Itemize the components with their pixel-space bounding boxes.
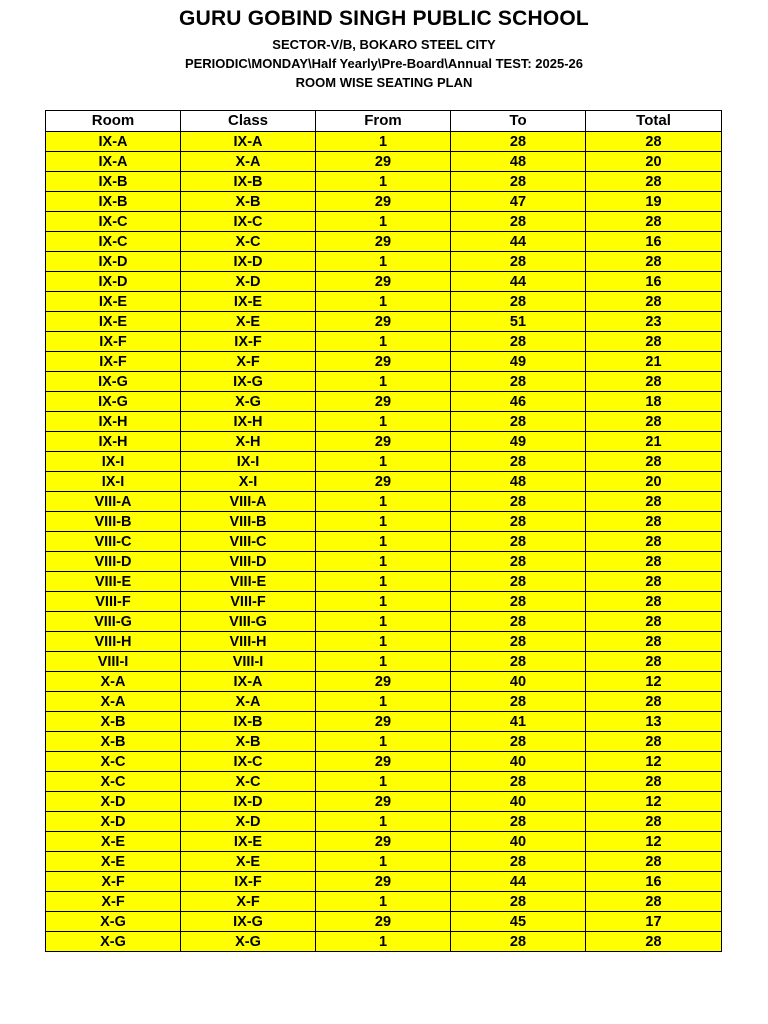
room-cell: X-D bbox=[46, 792, 181, 812]
to-cell: 28 bbox=[451, 252, 586, 272]
table-row bbox=[46, 572, 722, 592]
to-cell: 41 bbox=[451, 712, 586, 732]
from-cell: 1 bbox=[316, 132, 451, 152]
class-cell: IX-G bbox=[181, 912, 316, 932]
class-cell: VIII-C bbox=[181, 532, 316, 552]
class-cell: X-G bbox=[181, 932, 316, 952]
class-cell: IX-C bbox=[181, 752, 316, 772]
table-row bbox=[46, 692, 722, 712]
table-row bbox=[46, 392, 722, 412]
to-cell: 28 bbox=[451, 932, 586, 952]
class-cell: X-C bbox=[181, 232, 316, 252]
table-row bbox=[46, 512, 722, 532]
total-cell: 17 bbox=[586, 912, 722, 932]
class-cell: X-G bbox=[181, 392, 316, 412]
to-cell: 44 bbox=[451, 272, 586, 292]
total-cell: 28 bbox=[586, 632, 722, 652]
to-cell: 28 bbox=[451, 812, 586, 832]
room-cell: IX-F bbox=[46, 332, 181, 352]
from-cell: 1 bbox=[316, 412, 451, 432]
room-cell: IX-C bbox=[46, 212, 181, 232]
room-cell: X-G bbox=[46, 912, 181, 932]
total-cell: 21 bbox=[586, 432, 722, 452]
class-cell: X-B bbox=[181, 732, 316, 752]
total-cell: 12 bbox=[586, 792, 722, 812]
from-cell: 29 bbox=[316, 152, 451, 172]
table-row bbox=[46, 432, 722, 452]
column-header-from: From bbox=[316, 111, 451, 132]
room-cell: IX-D bbox=[46, 252, 181, 272]
to-cell: 49 bbox=[451, 352, 586, 372]
room-cell: X-G bbox=[46, 932, 181, 952]
from-cell: 29 bbox=[316, 672, 451, 692]
class-cell: X-B bbox=[181, 192, 316, 212]
table-row bbox=[46, 872, 722, 892]
total-cell: 28 bbox=[586, 512, 722, 532]
from-cell: 1 bbox=[316, 892, 451, 912]
test-name: PERIODIC\MONDAY\Half Yearly\Pre-Board\Annual TEST: 2025-26 bbox=[184, 56, 584, 71]
total-cell: 28 bbox=[586, 412, 722, 432]
from-cell: 1 bbox=[316, 452, 451, 472]
from-cell: 29 bbox=[316, 232, 451, 252]
total-cell: 28 bbox=[586, 932, 722, 952]
to-cell: 40 bbox=[451, 672, 586, 692]
from-cell: 29 bbox=[316, 312, 451, 332]
table-row bbox=[46, 492, 722, 512]
to-cell: 44 bbox=[451, 872, 586, 892]
table-row bbox=[46, 892, 722, 912]
to-cell: 49 bbox=[451, 432, 586, 452]
to-cell: 40 bbox=[451, 792, 586, 812]
to-cell: 48 bbox=[451, 152, 586, 172]
class-cell: IX-B bbox=[181, 712, 316, 732]
room-cell: VIII-B bbox=[46, 512, 181, 532]
from-cell: 1 bbox=[316, 732, 451, 752]
to-cell: 40 bbox=[451, 752, 586, 772]
table-row bbox=[46, 912, 722, 932]
room-cell: VIII-A bbox=[46, 492, 181, 512]
class-cell: X-F bbox=[181, 892, 316, 912]
from-cell: 1 bbox=[316, 372, 451, 392]
to-cell: 28 bbox=[451, 612, 586, 632]
room-cell: X-A bbox=[46, 672, 181, 692]
table-row bbox=[46, 292, 722, 312]
room-cell: IX-I bbox=[46, 452, 181, 472]
class-cell: IX-G bbox=[181, 372, 316, 392]
total-cell: 23 bbox=[586, 312, 722, 332]
table-row bbox=[46, 332, 722, 352]
table-row bbox=[46, 272, 722, 292]
total-cell: 28 bbox=[586, 852, 722, 872]
total-cell: 28 bbox=[586, 252, 722, 272]
class-cell: X-A bbox=[181, 152, 316, 172]
to-cell: 45 bbox=[451, 912, 586, 932]
class-cell: VIII-E bbox=[181, 572, 316, 592]
class-cell: IX-I bbox=[181, 452, 316, 472]
total-cell: 16 bbox=[586, 232, 722, 252]
total-cell: 28 bbox=[586, 692, 722, 712]
from-cell: 1 bbox=[316, 592, 451, 612]
to-cell: 28 bbox=[451, 132, 586, 152]
from-cell: 1 bbox=[316, 212, 451, 232]
table-row bbox=[46, 252, 722, 272]
from-cell: 29 bbox=[316, 832, 451, 852]
class-cell: IX-F bbox=[181, 332, 316, 352]
from-cell: 1 bbox=[316, 552, 451, 572]
from-cell: 1 bbox=[316, 512, 451, 532]
table-row bbox=[46, 352, 722, 372]
total-cell: 28 bbox=[586, 892, 722, 912]
class-cell: X-E bbox=[181, 852, 316, 872]
to-cell: 28 bbox=[451, 552, 586, 572]
total-cell: 12 bbox=[586, 672, 722, 692]
from-cell: 1 bbox=[316, 172, 451, 192]
room-cell: X-C bbox=[46, 772, 181, 792]
table-row bbox=[46, 132, 722, 152]
room-cell: IX-G bbox=[46, 372, 181, 392]
total-cell: 28 bbox=[586, 132, 722, 152]
to-cell: 28 bbox=[451, 852, 586, 872]
table-row bbox=[46, 372, 722, 392]
to-cell: 40 bbox=[451, 832, 586, 852]
table-row bbox=[46, 312, 722, 332]
total-cell: 28 bbox=[586, 592, 722, 612]
table-row bbox=[46, 672, 722, 692]
total-cell: 28 bbox=[586, 492, 722, 512]
total-cell: 28 bbox=[586, 212, 722, 232]
room-cell: IX-A bbox=[46, 152, 181, 172]
room-cell: IX-A bbox=[46, 132, 181, 152]
to-cell: 28 bbox=[451, 772, 586, 792]
class-cell: IX-F bbox=[181, 872, 316, 892]
class-cell: VIII-F bbox=[181, 592, 316, 612]
to-cell: 28 bbox=[451, 652, 586, 672]
to-cell: 44 bbox=[451, 232, 586, 252]
class-cell: IX-H bbox=[181, 412, 316, 432]
class-cell: VIII-A bbox=[181, 492, 316, 512]
room-cell: VIII-D bbox=[46, 552, 181, 572]
room-cell: IX-B bbox=[46, 192, 181, 212]
table-row bbox=[46, 632, 722, 652]
table-row bbox=[46, 932, 722, 952]
from-cell: 29 bbox=[316, 432, 451, 452]
room-cell: X-E bbox=[46, 832, 181, 852]
to-cell: 28 bbox=[451, 172, 586, 192]
table-row bbox=[46, 592, 722, 612]
column-header-class: Class bbox=[181, 111, 316, 132]
to-cell: 28 bbox=[451, 372, 586, 392]
from-cell: 29 bbox=[316, 472, 451, 492]
column-header-to: To bbox=[451, 111, 586, 132]
class-cell: VIII-H bbox=[181, 632, 316, 652]
room-cell: IX-H bbox=[46, 432, 181, 452]
from-cell: 29 bbox=[316, 392, 451, 412]
seating-plan-table bbox=[45, 110, 722, 952]
class-cell: X-A bbox=[181, 692, 316, 712]
from-cell: 1 bbox=[316, 252, 451, 272]
table-row bbox=[46, 732, 722, 752]
room-cell: IX-I bbox=[46, 472, 181, 492]
class-cell: IX-E bbox=[181, 832, 316, 852]
table-row bbox=[46, 232, 722, 252]
school-name: GURU GOBIND SINGH PUBLIC SCHOOL bbox=[179, 7, 589, 30]
room-cell: VIII-C bbox=[46, 532, 181, 552]
school-address: SECTOR-V/B, BOKARO STEEL CITY bbox=[272, 37, 496, 52]
class-cell: IX-E bbox=[181, 292, 316, 312]
class-cell: IX-D bbox=[181, 792, 316, 812]
total-cell: 28 bbox=[586, 172, 722, 192]
room-cell: X-F bbox=[46, 892, 181, 912]
room-cell: IX-E bbox=[46, 292, 181, 312]
from-cell: 1 bbox=[316, 612, 451, 632]
from-cell: 1 bbox=[316, 852, 451, 872]
to-cell: 28 bbox=[451, 452, 586, 472]
room-cell: VIII-G bbox=[46, 612, 181, 632]
table-body bbox=[46, 132, 722, 952]
table-row bbox=[46, 852, 722, 872]
table-row bbox=[46, 192, 722, 212]
from-cell: 1 bbox=[316, 772, 451, 792]
total-cell: 28 bbox=[586, 652, 722, 672]
to-cell: 46 bbox=[451, 392, 586, 412]
total-cell: 28 bbox=[586, 292, 722, 312]
table-row bbox=[46, 752, 722, 772]
from-cell: 1 bbox=[316, 932, 451, 952]
to-cell: 28 bbox=[451, 572, 586, 592]
room-cell: X-A bbox=[46, 692, 181, 712]
class-cell: VIII-D bbox=[181, 552, 316, 572]
table-row bbox=[46, 552, 722, 572]
from-cell: 1 bbox=[316, 652, 451, 672]
to-cell: 28 bbox=[451, 412, 586, 432]
table-row bbox=[46, 152, 722, 172]
class-cell: IX-B bbox=[181, 172, 316, 192]
from-cell: 29 bbox=[316, 792, 451, 812]
class-cell: IX-A bbox=[181, 132, 316, 152]
room-cell: IX-F bbox=[46, 352, 181, 372]
total-cell: 28 bbox=[586, 452, 722, 472]
to-cell: 28 bbox=[451, 692, 586, 712]
to-cell: 51 bbox=[451, 312, 586, 332]
room-cell: IX-E bbox=[46, 312, 181, 332]
class-cell: IX-D bbox=[181, 252, 316, 272]
from-cell: 29 bbox=[316, 752, 451, 772]
from-cell: 1 bbox=[316, 292, 451, 312]
total-cell: 20 bbox=[586, 152, 722, 172]
table-row bbox=[46, 452, 722, 472]
from-cell: 1 bbox=[316, 332, 451, 352]
total-cell: 21 bbox=[586, 352, 722, 372]
total-cell: 12 bbox=[586, 752, 722, 772]
class-cell: X-F bbox=[181, 352, 316, 372]
table-row bbox=[46, 772, 722, 792]
from-cell: 29 bbox=[316, 352, 451, 372]
to-cell: 48 bbox=[451, 472, 586, 492]
total-cell: 28 bbox=[586, 532, 722, 552]
table-row bbox=[46, 472, 722, 492]
from-cell: 1 bbox=[316, 812, 451, 832]
class-cell: X-E bbox=[181, 312, 316, 332]
from-cell: 1 bbox=[316, 492, 451, 512]
table-row bbox=[46, 712, 722, 732]
room-cell: IX-B bbox=[46, 172, 181, 192]
class-cell: VIII-G bbox=[181, 612, 316, 632]
table-row bbox=[46, 412, 722, 432]
room-cell: VIII-I bbox=[46, 652, 181, 672]
from-cell: 29 bbox=[316, 872, 451, 892]
room-cell: IX-C bbox=[46, 232, 181, 252]
class-cell: X-C bbox=[181, 772, 316, 792]
room-cell: X-B bbox=[46, 732, 181, 752]
to-cell: 28 bbox=[451, 632, 586, 652]
total-cell: 28 bbox=[586, 552, 722, 572]
from-cell: 29 bbox=[316, 192, 451, 212]
to-cell: 47 bbox=[451, 192, 586, 212]
to-cell: 28 bbox=[451, 332, 586, 352]
table-row bbox=[46, 172, 722, 192]
room-cell: IX-H bbox=[46, 412, 181, 432]
total-cell: 28 bbox=[586, 812, 722, 832]
table-row bbox=[46, 212, 722, 232]
class-cell: X-H bbox=[181, 432, 316, 452]
total-cell: 13 bbox=[586, 712, 722, 732]
class-cell: X-D bbox=[181, 812, 316, 832]
total-cell: 19 bbox=[586, 192, 722, 212]
table-row bbox=[46, 652, 722, 672]
room-cell: VIII-E bbox=[46, 572, 181, 592]
table-header bbox=[46, 111, 722, 132]
to-cell: 28 bbox=[451, 492, 586, 512]
header-row bbox=[46, 111, 722, 132]
total-cell: 28 bbox=[586, 372, 722, 392]
class-cell: VIII-I bbox=[181, 652, 316, 672]
table-row bbox=[46, 532, 722, 552]
from-cell: 1 bbox=[316, 532, 451, 552]
total-cell: 16 bbox=[586, 872, 722, 892]
from-cell: 29 bbox=[316, 912, 451, 932]
room-cell: VIII-F bbox=[46, 592, 181, 612]
total-cell: 18 bbox=[586, 392, 722, 412]
total-cell: 28 bbox=[586, 772, 722, 792]
room-cell: VIII-H bbox=[46, 632, 181, 652]
to-cell: 28 bbox=[451, 292, 586, 312]
total-cell: 28 bbox=[586, 612, 722, 632]
table-row bbox=[46, 792, 722, 812]
to-cell: 28 bbox=[451, 732, 586, 752]
room-cell: X-B bbox=[46, 712, 181, 732]
total-cell: 28 bbox=[586, 332, 722, 352]
to-cell: 28 bbox=[451, 892, 586, 912]
column-header-room: Room bbox=[46, 111, 181, 132]
class-cell: X-I bbox=[181, 472, 316, 492]
to-cell: 28 bbox=[451, 592, 586, 612]
column-header-total: Total bbox=[586, 111, 722, 132]
class-cell: X-D bbox=[181, 272, 316, 292]
room-cell: X-D bbox=[46, 812, 181, 832]
from-cell: 1 bbox=[316, 632, 451, 652]
from-cell: 1 bbox=[316, 692, 451, 712]
class-cell: VIII-B bbox=[181, 512, 316, 532]
from-cell: 29 bbox=[316, 272, 451, 292]
table-row bbox=[46, 612, 722, 632]
from-cell: 29 bbox=[316, 712, 451, 732]
from-cell: 1 bbox=[316, 572, 451, 592]
room-cell: IX-G bbox=[46, 392, 181, 412]
room-cell: X-F bbox=[46, 872, 181, 892]
table-row bbox=[46, 832, 722, 852]
plan-title: ROOM WISE SEATING PLAN bbox=[295, 75, 473, 90]
room-cell: X-C bbox=[46, 752, 181, 772]
room-cell: IX-D bbox=[46, 272, 181, 292]
class-cell: IX-A bbox=[181, 672, 316, 692]
to-cell: 28 bbox=[451, 532, 586, 552]
total-cell: 28 bbox=[586, 572, 722, 592]
to-cell: 28 bbox=[451, 512, 586, 532]
table-row bbox=[46, 812, 722, 832]
total-cell: 16 bbox=[586, 272, 722, 292]
total-cell: 12 bbox=[586, 832, 722, 852]
class-cell: IX-C bbox=[181, 212, 316, 232]
total-cell: 20 bbox=[586, 472, 722, 492]
total-cell: 28 bbox=[586, 732, 722, 752]
room-cell: X-E bbox=[46, 852, 181, 872]
to-cell: 28 bbox=[451, 212, 586, 232]
